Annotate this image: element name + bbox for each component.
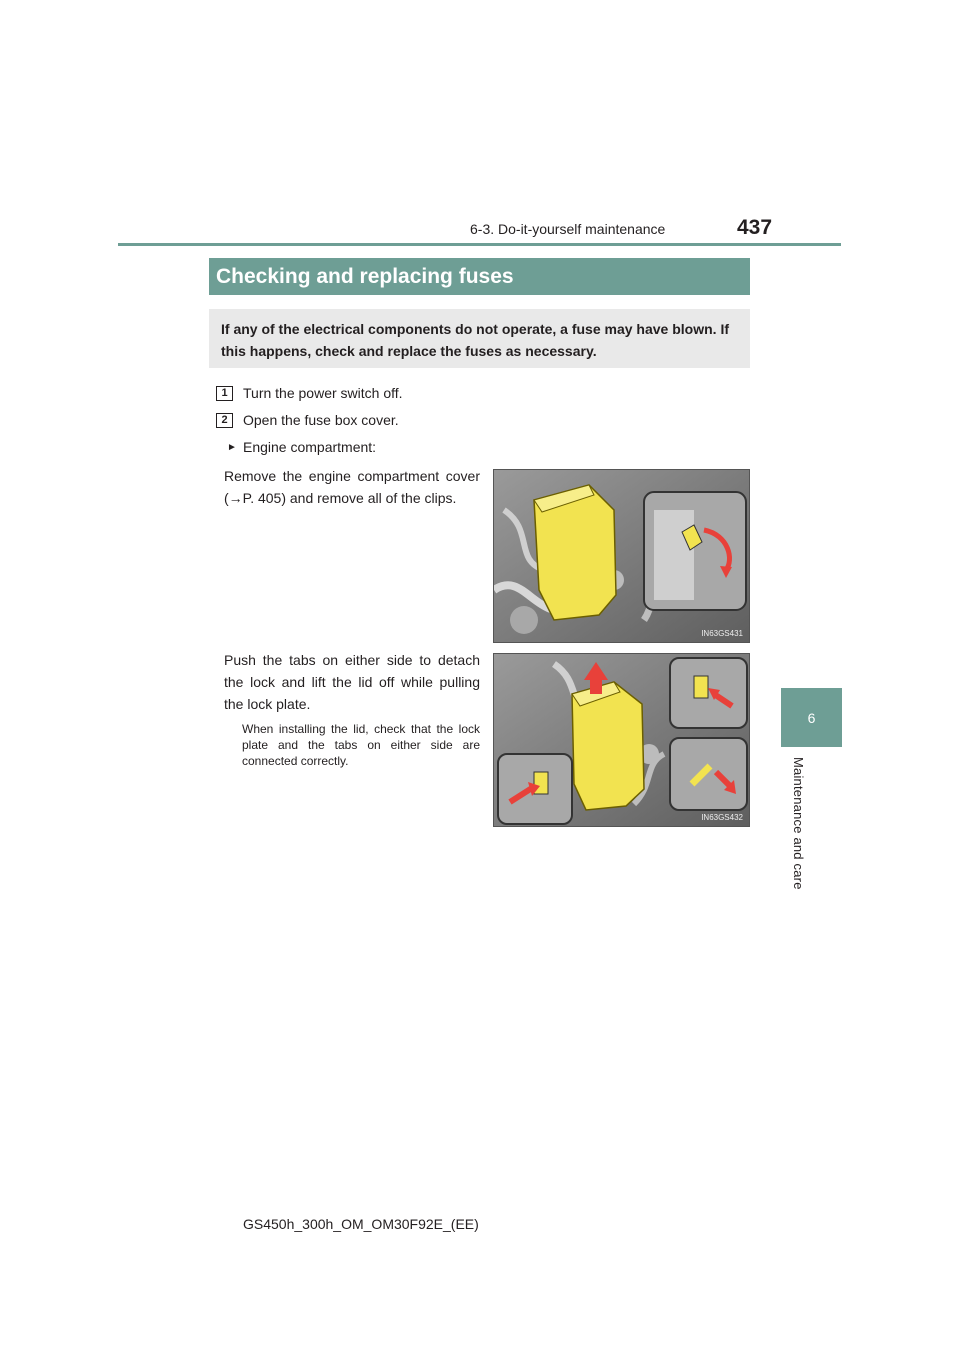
section-title: 6-3. Do-it-yourself maintenance (470, 221, 666, 237)
bullet-label: Engine compartment: (243, 439, 377, 455)
step-text-1: Turn the power switch off. (243, 385, 403, 401)
footer-document-code: GS450h_300h_OM_OM30F92E_(EE) (243, 1216, 479, 1232)
paragraph-detach-lock: Push the tabs on either side to detach the lock and lift the lid off while pulling the lock plate. (224, 652, 480, 712)
installation-note: When installing the lid, check that the lock plate and the tabs on either side are connected correctly. (242, 722, 480, 768)
paragraph-remove-cover: Remove the engine compartment cover (→P. 405) and remove all of the clips. (224, 468, 480, 506)
chapter-label: Maintenance and care (791, 757, 806, 890)
figure-lift-lid (493, 653, 750, 827)
chapter-tab[interactable] (781, 688, 842, 747)
page-number: 437 (737, 216, 773, 239)
engine-compartment-illustration (494, 470, 750, 643)
header-rule (118, 243, 841, 246)
fuse-box-lid-illustration (494, 654, 750, 827)
figure-remove-clips (493, 469, 750, 643)
step-number-1: 1 (216, 386, 233, 401)
page-title: Checking and replacing fuses (209, 258, 750, 295)
step-number-2: 2 (216, 413, 233, 428)
intro-box: If any of the electrical components do not operate, a fuse may have blown. If this happens, check and replace the fuses as necessary. (209, 309, 750, 368)
chapter-number: 6 (807, 709, 816, 726)
step-text-2: Open the fuse box cover. (243, 412, 399, 428)
figure-code: IN63GS432 (701, 813, 743, 822)
bullet-arrow-icon: ► (227, 442, 237, 453)
figure-code: IN63GS431 (701, 629, 743, 638)
